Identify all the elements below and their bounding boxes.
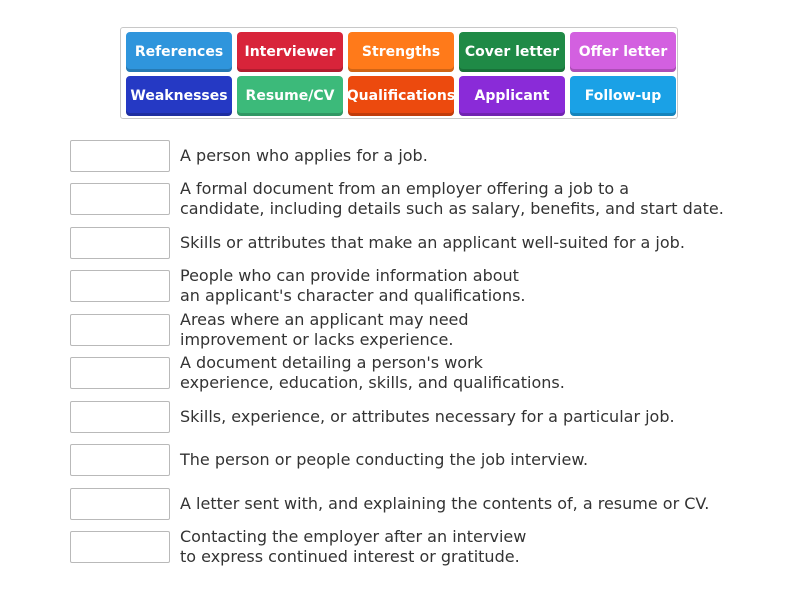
tile-interviewer[interactable]: Interviewer <box>237 32 343 72</box>
answer-drop-box[interactable] <box>70 488 170 520</box>
match-row <box>70 401 790 433</box>
tile-strengths[interactable]: Strengths <box>348 32 454 72</box>
answer-drop-box[interactable] <box>70 314 170 346</box>
definition-text: Skills or attributes that make an applicant well-suited for a job. <box>180 233 685 252</box>
tile-weaknesses[interactable]: Weaknesses <box>126 76 232 116</box>
match-row <box>70 310 790 349</box>
answer-drop-box[interactable] <box>70 227 170 259</box>
match-row <box>70 488 790 520</box>
definition-text: A document detailing a person's work experience, education, skills, and qualifications. <box>180 353 565 392</box>
match-row <box>70 179 790 218</box>
tile-offer-letter[interactable]: Offer letter <box>570 32 676 72</box>
match-row <box>70 266 790 305</box>
answer-drop-box[interactable] <box>70 357 170 389</box>
word-bank <box>120 27 678 119</box>
definition-text: Contacting the employer after an interview to express continued interest or gratitude. <box>180 527 527 566</box>
match-row <box>70 140 790 172</box>
answer-drop-box[interactable] <box>70 401 170 433</box>
match-row <box>70 227 790 259</box>
definition-text: A person who applies for a job. <box>180 146 428 165</box>
definition-text: A letter sent with, and explaining the contents of, a resume or CV. <box>180 494 710 513</box>
answer-drop-box[interactable] <box>70 531 170 563</box>
definition-text: Areas where an applicant may need improvement or lacks experience. <box>180 310 469 349</box>
tile-references[interactable]: References <box>126 32 232 72</box>
match-row <box>70 527 790 566</box>
definition-text: The person or people conducting the job interview. <box>180 450 589 469</box>
definition-text: Skills, experience, or attributes necessary for a particular job. <box>180 407 675 426</box>
tile-qualifications[interactable]: Qualifications <box>348 76 454 116</box>
tile-cover-letter[interactable]: Cover letter <box>459 32 565 72</box>
answer-drop-box[interactable] <box>70 270 170 302</box>
definition-text: People who can provide information about an applicant's character and qualifications. <box>180 266 526 305</box>
tile-resume-cv[interactable]: Resume/CV <box>237 76 343 116</box>
definition-text: A formal document from an employer offering a job to a candidate, including details such as salary, benefits, and start date. <box>180 179 724 218</box>
tile-applicant[interactable]: Applicant <box>459 76 565 116</box>
answer-drop-box[interactable] <box>70 140 170 172</box>
tile-follow-up[interactable]: Follow-up <box>570 76 676 116</box>
match-row <box>70 353 790 392</box>
answer-drop-box[interactable] <box>70 444 170 476</box>
match-row <box>70 444 790 476</box>
answer-drop-box[interactable] <box>70 183 170 215</box>
